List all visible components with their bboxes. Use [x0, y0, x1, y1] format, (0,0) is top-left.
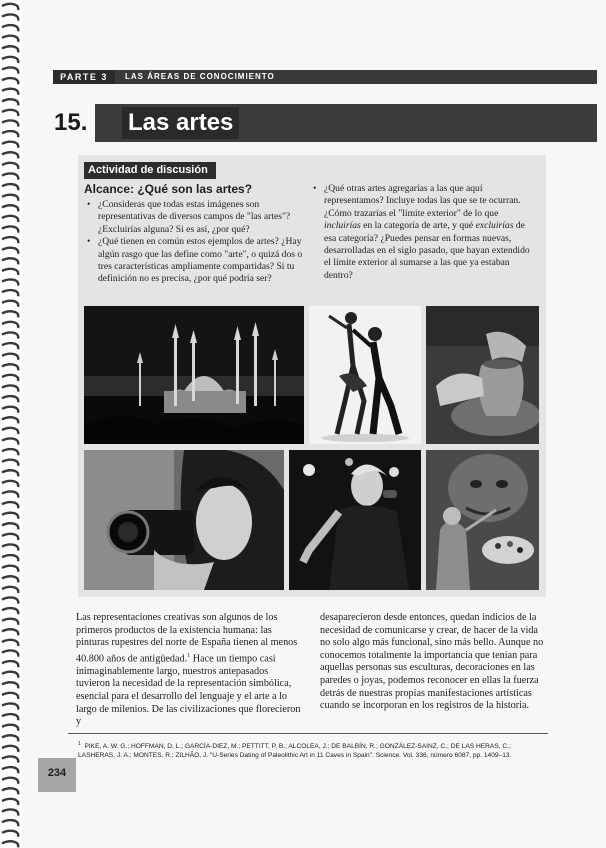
photo-painter [426, 450, 539, 590]
photo-pottery [426, 306, 539, 444]
body-column-2: desaparecieron desde entonces, quedan indicios de la necesidad de comunicarse y crear, de hacer de la vida no solo algo más funcional, sino más bello. Aunque no conocemos totalmente la importancia que tenían para aquellas personas sus esculturas, decoraciones en las paredes o joyas, podemos reconocer en ellas la fuerza detrás de nuestras propias manifestaciones artísticas cuando se incorporan en los registros de la historia. [320, 612, 544, 712]
part-header-bar [53, 70, 597, 84]
questions-right [312, 183, 536, 282]
photo-dancers [309, 306, 421, 444]
questions-left [86, 199, 308, 286]
activity-heading: Alcance: ¿Qué son las artes? [84, 182, 253, 196]
part-label: PARTE 3 [53, 70, 115, 84]
footnote-rule [68, 733, 548, 734]
footnote: $^1$ PIKE, A. W. G.; HOFFMAN, D. L.; GARCÍA-DIEZ, M.; PETTITT, P. B.; ALCOLEA, J.; DE BALBÍN, R.; GONZÁLEZ-SAINZ, C.; DE LAS HERAS, C.; LASHERAS, J. A.; MONTES, R.; ZILHÃO, J. "U-Series Dating of Paleolithic Art in 11 Caves in Spain". Science. Vol. 336, número 6087, pp. 1409–13. [78, 741, 512, 760]
activity-tag: Actividad de discusión [84, 162, 216, 179]
photo-singer [289, 450, 421, 590]
photo-photographer [84, 450, 284, 590]
chapter-number: 15. [54, 109, 88, 136]
chapter-title: Las artes [122, 107, 239, 139]
question-item: • ¿Qué tienen en común estos ejemplos de artes? ¿Hay algún rasgo que las define como "arte", o quizá dos o tres características ampliamente compartidas? Si tu definición no es precisa, ¿por qué podría ser? [86, 236, 308, 286]
section-label: LAS ÁREAS DE CONOCIMIENTO [125, 72, 275, 81]
spiral-binding [0, 0, 22, 848]
question-item: • ¿Qué otras artes agregarías a las que aquí representamos? Incluye todas las que se te ocurran. ¿Cómo trazarías el "límite exterior" de lo que incluirías en la categoría de arte, y qué excluirías de esa categoría? ¿Puedes pensar en formas nuevas, desarrolladas en el siglo pasado, que hayan extendido el límite exterior al sumarse a las que ya estaban dentro? [312, 183, 536, 282]
body-column-1: Las representaciones creativas son algunos de los primeros productos de la existencia humana: las pinturas rupestres del norte de España tienen al menos 40.800 años de antigüedad.$^1$ Hace un tiempo casi inimaginablemente largo, nuestros antepasados tuvieron la necesidad de la representación simbólica, esencial para el desarrollo del lenguaje y el arte a lo largo de milenios. De las civilizaciones que florecieron y [76, 612, 301, 728]
page-number: 234 [38, 758, 76, 792]
photo-mosque [84, 306, 304, 444]
question-item: • ¿Consideras que todas estas imágenes son representativas de diversos campos de "las artes"? ¿Excluirías alguna? Si es así, ¿por qué? [86, 199, 308, 236]
